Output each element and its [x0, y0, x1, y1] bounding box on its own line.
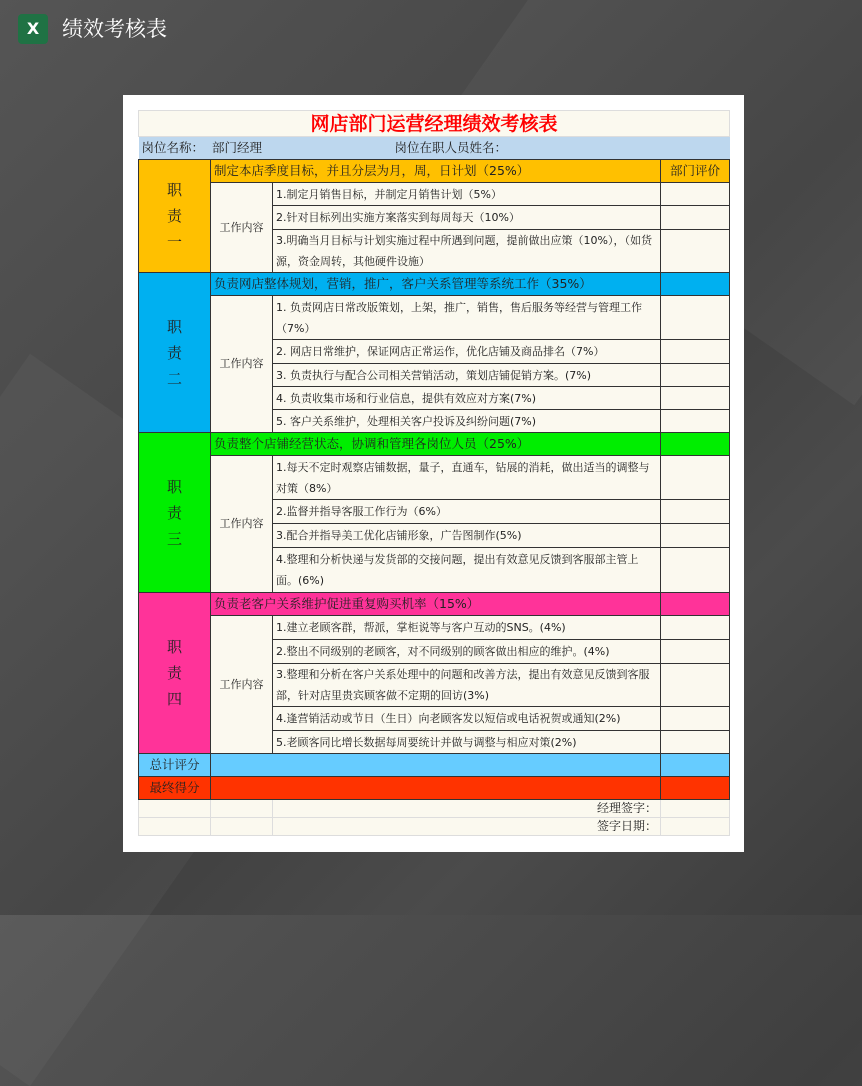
duty-header-row [139, 160, 730, 183]
dept-eval-cell[interactable] [661, 664, 730, 707]
work-content-label: 工作内容 [211, 616, 273, 754]
sign-date-cell[interactable] [661, 818, 730, 836]
dept-eval-cell[interactable] [661, 433, 730, 456]
dept-eval-cell[interactable] [661, 593, 730, 616]
work-content-label: 工作内容 [211, 296, 273, 433]
dept-eval-cell[interactable] [661, 731, 730, 754]
dept-eval-cell[interactable] [661, 364, 730, 387]
spreadsheet-page [123, 95, 744, 852]
work-item: 5. 客户关系维护，处理相关客户投诉及纠纷问题(7%) [273, 410, 661, 433]
work-item: 1.每天不定时观察店铺数据，量子，直通车，钻展的消耗，做出适当的调整与对策（8%） [273, 456, 661, 500]
sign-date-label: 签字日期： [273, 818, 661, 836]
performance-table [138, 110, 730, 836]
table-row [139, 296, 730, 340]
position-value: 部门经理 [211, 140, 262, 155]
excel-icon: X [18, 14, 48, 44]
work-item: 5.老顾客同比增长数据每周要统计并做与调整与相应对策(2%) [273, 731, 661, 754]
duty-header: 制定本店季度目标，并且分层为月，周，日计划（25%） [211, 160, 661, 183]
duty-header-row [139, 593, 730, 616]
duty-label: 职 责 一 [139, 160, 211, 273]
position-label: 岗位名称： 部门经理 [139, 137, 273, 160]
duty-header: 负责老客户关系维护促进重复购买机率（15%） [211, 593, 661, 616]
work-item: 1.制定月销售目标，并制定月销售计划（5%） [273, 183, 661, 206]
work-content-label: 工作内容 [211, 456, 273, 593]
table-row [139, 183, 730, 206]
manager-sign-label: 经理签字： [273, 800, 661, 818]
work-item: 3.明确当月目标与计划实施过程中所遇到问题，提前做出应策（10%），（如货源，资金周转，其他硬件设施） [273, 230, 661, 273]
duty-header: 负责网店整体规划，营销，推广，客户关系管理等系统工作（35%） [211, 273, 661, 296]
incumbent-label: 岗位在职人员姓名： [273, 137, 730, 160]
dept-eval-cell[interactable] [661, 273, 730, 296]
dept-eval-cell[interactable] [661, 296, 730, 340]
work-item: 3.配合并指导美工优化店铺形象，广告图制作(5%) [273, 524, 661, 548]
duty-header: 负责整个店铺经营状态，协调和管理各岗位人员（25%） [211, 433, 661, 456]
dept-eval-cell[interactable] [661, 616, 730, 640]
table-row [139, 616, 730, 640]
work-item: 2.整出不同级别的老顾客，对不同级别的顾客做出相应的维护。(4%) [273, 640, 661, 664]
work-content-label: 工作内容 [211, 183, 273, 273]
app-title: 绩效考核表 [62, 17, 167, 41]
dept-eval-cell[interactable] [661, 340, 730, 364]
duty-label: 职 责 四 [139, 593, 211, 754]
dept-eval-cell[interactable] [661, 640, 730, 664]
final-score-cell[interactable] [211, 777, 661, 800]
work-item: 1.建立老顾客群，帮派，掌柜说等与客户互动的SNS。(4%) [273, 616, 661, 640]
work-item: 1. 负责网店日常改版策划，上架，推广，销售，售后服务等经营与管理工作（7%） [273, 296, 661, 340]
dept-eval-cell[interactable] [661, 206, 730, 230]
total-score-cell[interactable] [211, 754, 661, 777]
final-score-label: 最终得分 [139, 777, 211, 800]
total-score-label: 总计评分 [139, 754, 211, 777]
dept-eval-cell[interactable] [661, 500, 730, 524]
manager-sign-cell[interactable] [661, 800, 730, 818]
work-item: 3. 负责执行与配合公司相关营销活动，策划店铺促销方案。(7%) [273, 364, 661, 387]
dept-eval-cell[interactable] [661, 456, 730, 500]
work-item: 2. 网店日常维护，保证网店正常运作，优化店铺及商品排名（7%） [273, 340, 661, 364]
work-item: 4. 负责收集市场和行业信息，提供有效应对方案(7%) [273, 387, 661, 410]
duty-header-row [139, 273, 730, 296]
sheet-title: 网店部门运营经理绩效考核表 [139, 111, 730, 137]
dept-eval-cell[interactable] [661, 387, 730, 410]
total-eval-cell[interactable] [661, 754, 730, 777]
work-item: 4.整理和分析快递与发货部的交接问题，提出有效意见反馈到客服部主管上面。(6%) [273, 548, 661, 593]
work-item: 2.监督并指导客服工作行为（6%） [273, 500, 661, 524]
dept-eval-cell[interactable] [661, 183, 730, 206]
duty-label: 职 责 二 [139, 273, 211, 433]
dept-eval-cell[interactable] [661, 707, 730, 731]
duty-label: 职 责 三 [139, 433, 211, 593]
dept-eval-cell[interactable] [661, 548, 730, 593]
title-bar [0, 0, 862, 58]
dept-eval-header: 部门评价 [661, 160, 730, 183]
work-item: 3.整理和分析在客户关系处理中的问题和改善方法，提出有效意见反馈到客服部，针对店里贵宾顾客做不定期的回访(3%) [273, 664, 661, 707]
work-item: 4.逢营销活动或节日（生日）向老顾客发以短信或电话祝贺或通知(2%) [273, 707, 661, 731]
table-row [139, 456, 730, 500]
dept-eval-cell[interactable] [661, 410, 730, 433]
dept-eval-cell[interactable] [661, 524, 730, 548]
dept-eval-cell[interactable] [661, 230, 730, 273]
final-eval-cell[interactable] [661, 777, 730, 800]
work-item: 2.针对目标列出实施方案落实到每周每天（10%） [273, 206, 661, 230]
duty-header-row [139, 433, 730, 456]
